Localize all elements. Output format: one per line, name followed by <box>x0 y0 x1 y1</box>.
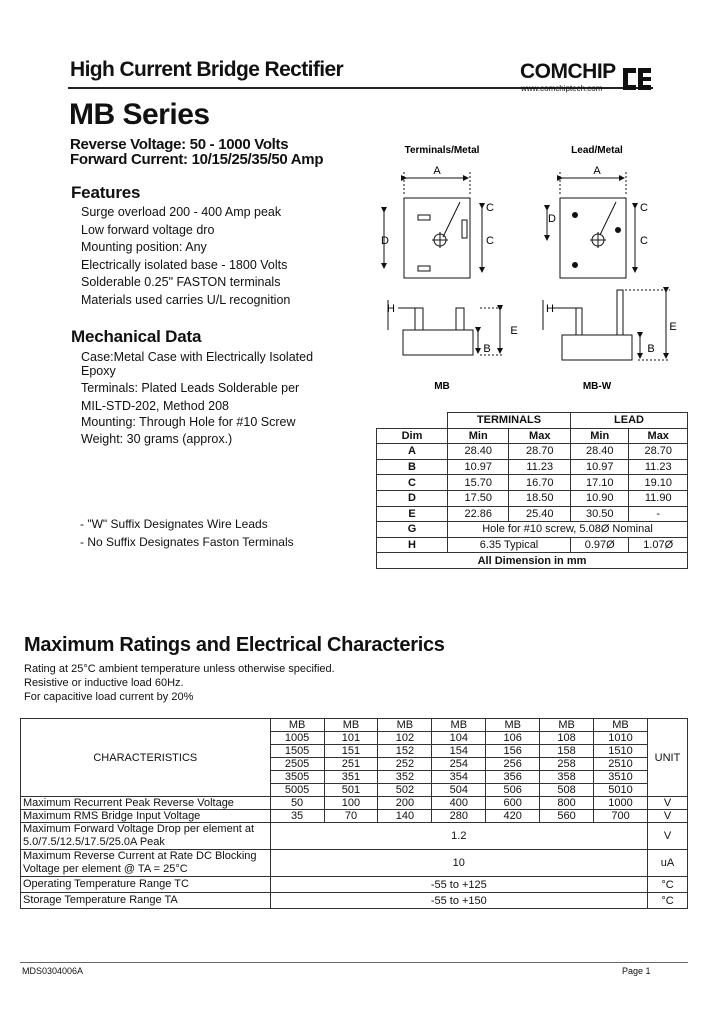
electrical-characteristics-table <box>20 718 688 909</box>
dim-label-e-left: E <box>510 325 518 337</box>
mechanical-list <box>81 349 351 448</box>
part-cell: 501 <box>324 784 378 797</box>
dim-group-header: LEAD <box>571 413 688 429</box>
table-row <box>21 893 688 909</box>
dim-cell: 16.70 <box>509 475 571 491</box>
unit-cell: V <box>647 797 687 810</box>
dim-cell: 17.50 <box>448 490 509 506</box>
value-cell: 50 <box>270 797 324 810</box>
part-cell: 352 <box>378 771 432 784</box>
table-row <box>21 877 688 893</box>
series-name: MB Series <box>69 98 210 131</box>
table-row <box>377 522 688 538</box>
dim-label-h-right: H <box>546 303 554 315</box>
feature-item: Solderable 0.25" FASTON terminals <box>81 275 281 289</box>
dim-cell: 11.90 <box>629 490 688 506</box>
part-cell: 1510 <box>594 745 648 758</box>
dim-cell: 28.40 <box>571 444 629 460</box>
part-cell: 504 <box>432 784 486 797</box>
value-cell: 10 <box>270 850 647 877</box>
suffix-notes <box>80 516 294 551</box>
document-id: MDS0304006A <box>22 966 84 976</box>
dim-cell: 11.23 <box>509 459 571 475</box>
value-cell: -55 to +150 <box>270 893 647 909</box>
part-cell: MB <box>378 719 432 732</box>
dim-label-h-left: H <box>387 303 395 315</box>
dim-cell: B <box>377 459 448 475</box>
part-cell: 102 <box>378 732 432 745</box>
part-cell: MB <box>432 719 486 732</box>
footer-rule <box>20 962 688 963</box>
part-cell: 101 <box>324 732 378 745</box>
unit-cell: uA <box>647 850 687 877</box>
row-label: Maximum Recurrent Peak Reverse Voltage <box>21 797 271 810</box>
table-row <box>377 490 688 506</box>
row-label-line: 5.0/7.5/12.5/17.5/25.0A Peak <box>23 836 165 848</box>
datasheet-title: High Current Bridge Rectifier <box>70 58 344 81</box>
part-cell: 5005 <box>270 784 324 797</box>
dim-cell: 25.40 <box>509 506 571 522</box>
feature-item: Mounting position: Any <box>81 240 207 254</box>
row-label <box>21 850 271 877</box>
ce-logo-icon <box>623 64 653 94</box>
value-cell: 560 <box>540 810 594 823</box>
part-cell: MB <box>270 719 324 732</box>
part-cell: 1010 <box>594 732 648 745</box>
dim-cell: 19.10 <box>629 475 688 491</box>
table-row <box>21 823 688 850</box>
dim-cell: H <box>377 537 448 553</box>
part-cell: MB <box>324 719 378 732</box>
feature-item: Surge overload 200 - 400 Amp peak <box>81 205 282 219</box>
forward-current-spec: Forward Current: 10/15/25/35/50 Amp <box>70 151 324 168</box>
table-row <box>21 810 688 823</box>
part-cell: 508 <box>540 784 594 797</box>
dim-label-c2-left: C <box>486 235 494 247</box>
mechanical-line: Epoxy <box>81 363 116 378</box>
dim-cell: 6.35 Typical <box>448 537 571 553</box>
part-cell: 5010 <box>594 784 648 797</box>
diagram-title-right: Lead/Metal <box>571 145 623 156</box>
part-cell: MB <box>594 719 648 732</box>
diagram-caption-left: MB <box>434 381 450 392</box>
dim-cell: 18.50 <box>509 490 571 506</box>
part-cell: 254 <box>432 758 486 771</box>
value-cell: 280 <box>432 810 486 823</box>
value-cell: 800 <box>540 797 594 810</box>
dim-cell: 28.70 <box>629 444 688 460</box>
dim-label-c2-right: C <box>640 235 648 247</box>
table-row <box>377 506 688 522</box>
unit-header: UNIT <box>647 719 687 797</box>
row-label-line: Maximum Reverse Current at Rate DC Blocking <box>23 850 257 862</box>
mb-top-view <box>384 172 482 278</box>
part-cell: 3510 <box>594 771 648 784</box>
dim-label-b-left: B <box>483 343 491 355</box>
mechanical-line: MIL-STD-202, Method 208 <box>81 398 229 413</box>
dim-cell: C <box>377 475 448 491</box>
rating-condition: For capacitive load current by 20% <box>24 691 194 703</box>
table-row <box>377 459 688 475</box>
dim-cell: A <box>377 444 448 460</box>
dim-cell: 22.86 <box>448 506 509 522</box>
table-row <box>21 797 688 810</box>
dim-cell: 28.70 <box>509 444 571 460</box>
dim-cell: 30.50 <box>571 506 629 522</box>
feature-item: Electrically isolated base - 1800 Volts <box>81 257 288 272</box>
mechanical-line: Terminals: Plated Leads Solderable per <box>81 381 300 396</box>
brand-website: www.comchiptech.com <box>521 84 603 93</box>
note-item: - No Suffix Designates Faston Terminals <box>80 534 294 549</box>
part-cell: 3505 <box>270 771 324 784</box>
value-cell: -55 to +125 <box>270 877 647 893</box>
value-cell: 35 <box>270 810 324 823</box>
row-label <box>21 823 271 850</box>
mechanical-line: Weight: 30 grams (approx.) <box>81 431 233 446</box>
dim-cell: 0.97Ø <box>571 537 629 553</box>
mechanical-heading: Mechanical Data <box>71 327 202 346</box>
dim-cell: G <box>377 522 448 538</box>
row-label: Maximum RMS Bridge Input Voltage <box>21 810 271 823</box>
reverse-voltage-spec: Reverse Voltage: 50 - 1000 Volts <box>70 136 289 153</box>
part-cell: MB <box>540 719 594 732</box>
mbw-top-view <box>547 172 635 278</box>
dim-cell: 28.40 <box>448 444 509 460</box>
value-cell: 70 <box>324 810 378 823</box>
rating-condition: Rating at 25°C ambient temperature unless otherwise specified. <box>24 663 335 675</box>
row-label: Operating Temperature Range TC <box>21 877 271 893</box>
dim-cell: 1.07Ø <box>629 537 688 553</box>
part-cell: 256 <box>486 758 540 771</box>
part-cell: 356 <box>486 771 540 784</box>
dim-col-header: Max <box>509 428 571 444</box>
part-cell: 252 <box>378 758 432 771</box>
dim-label-d-right: D <box>548 213 556 225</box>
value-cell: 1.2 <box>270 823 647 850</box>
mechanical-line: Mounting: Through Hole for #10 Screw <box>81 415 296 430</box>
unit-cell: V <box>647 823 687 850</box>
value-cell: 400 <box>432 797 486 810</box>
characteristics-header: CHARACTERISTICS <box>21 719 271 797</box>
dim-col-header: Max <box>629 428 688 444</box>
part-cell: 506 <box>486 784 540 797</box>
diagram-caption-right: MB-W <box>582 381 612 392</box>
rating-condition: Resistive or inductive load 60Hz. <box>24 677 184 689</box>
part-cell: MB <box>486 719 540 732</box>
dim-col-header: Min <box>448 428 509 444</box>
part-cell: 351 <box>324 771 378 784</box>
dim-label-e-right: E <box>669 321 677 333</box>
dimension-table <box>376 412 688 569</box>
part-cell: 258 <box>540 758 594 771</box>
dim-cell: 10.97 <box>448 459 509 475</box>
ratings-heading: Maximum Ratings and Electrical Characterics <box>24 634 445 656</box>
part-cell: 502 <box>378 784 432 797</box>
feature-item: Materials used carries U/L recognition <box>81 292 291 307</box>
part-cell: 251 <box>324 758 378 771</box>
dim-cell: Hole for #10 screw, 5.08Ø Nominal <box>448 522 688 538</box>
table-row <box>377 444 688 460</box>
table-row <box>21 850 688 877</box>
dim-label-a-left: A <box>433 165 441 177</box>
value-cell: 100 <box>324 797 378 810</box>
dim-cell: 15.70 <box>448 475 509 491</box>
dim-group-header: TERMINALS <box>448 413 571 429</box>
dim-label-c-left: C <box>486 202 494 214</box>
dim-cell: - <box>629 506 688 522</box>
table-row <box>377 537 688 553</box>
unit-cell: °C <box>647 877 687 893</box>
features-list <box>81 204 290 309</box>
dim-label-b-right: B <box>647 343 655 355</box>
part-cell: 151 <box>324 745 378 758</box>
table-footer-row <box>377 553 688 569</box>
part-cell: 354 <box>432 771 486 784</box>
part-cell: 104 <box>432 732 486 745</box>
value-cell: 1000 <box>594 797 648 810</box>
dim-col-header-row <box>377 428 688 444</box>
part-cell: 1005 <box>270 732 324 745</box>
dim-label-c-right: C <box>640 202 648 214</box>
dim-group-header-row <box>377 413 688 429</box>
dim-footer: All Dimension in mm <box>377 553 688 569</box>
part-cell: 158 <box>540 745 594 758</box>
mechanical-line: Case:Metal Case with Electrically Isolated <box>81 350 314 364</box>
note-item: - "W" Suffix Designates Wire Leads <box>80 517 268 531</box>
dim-col-header: Dim <box>377 428 448 444</box>
package-outline-diagrams <box>370 140 700 400</box>
dim-col-header: Min <box>571 428 629 444</box>
diagram-title-left: Terminals/Metal <box>404 145 480 156</box>
part-cell: 1505 <box>270 745 324 758</box>
row-label-line: Maximum Forward Voltage Drop per element at <box>23 823 255 835</box>
part-header-row <box>21 719 688 732</box>
dim-cell: 10.97 <box>571 459 629 475</box>
value-cell: 200 <box>378 797 432 810</box>
value-cell: 140 <box>378 810 432 823</box>
part-cell: 2505 <box>270 758 324 771</box>
value-cell: 420 <box>486 810 540 823</box>
dim-cell: D <box>377 490 448 506</box>
part-cell: 358 <box>540 771 594 784</box>
part-cell: 106 <box>486 732 540 745</box>
part-cell: 152 <box>378 745 432 758</box>
table-row <box>377 475 688 491</box>
part-cell: 108 <box>540 732 594 745</box>
dim-cell: 17.10 <box>571 475 629 491</box>
part-cell: 156 <box>486 745 540 758</box>
unit-cell: °C <box>647 893 687 909</box>
part-cell: 2510 <box>594 758 648 771</box>
brand-logo: COMCHIP <box>520 60 616 83</box>
value-cell: 700 <box>594 810 648 823</box>
dim-cell: 11.23 <box>629 459 688 475</box>
feature-item: Low forward voltage dro <box>81 222 215 237</box>
row-label-line: Voltage per element @ TA = 25°C <box>23 863 188 875</box>
dim-cell: 10.90 <box>571 490 629 506</box>
dim-label-d-left: D <box>381 235 389 247</box>
value-cell: 600 <box>486 797 540 810</box>
unit-cell: V <box>647 810 687 823</box>
dim-cell: E <box>377 506 448 522</box>
row-label: Storage Temperature Range TA <box>21 893 271 909</box>
features-heading: Features <box>71 183 141 202</box>
dim-label-a-right: A <box>593 165 601 177</box>
page-number: Page 1 <box>622 966 651 976</box>
part-cell: 154 <box>432 745 486 758</box>
